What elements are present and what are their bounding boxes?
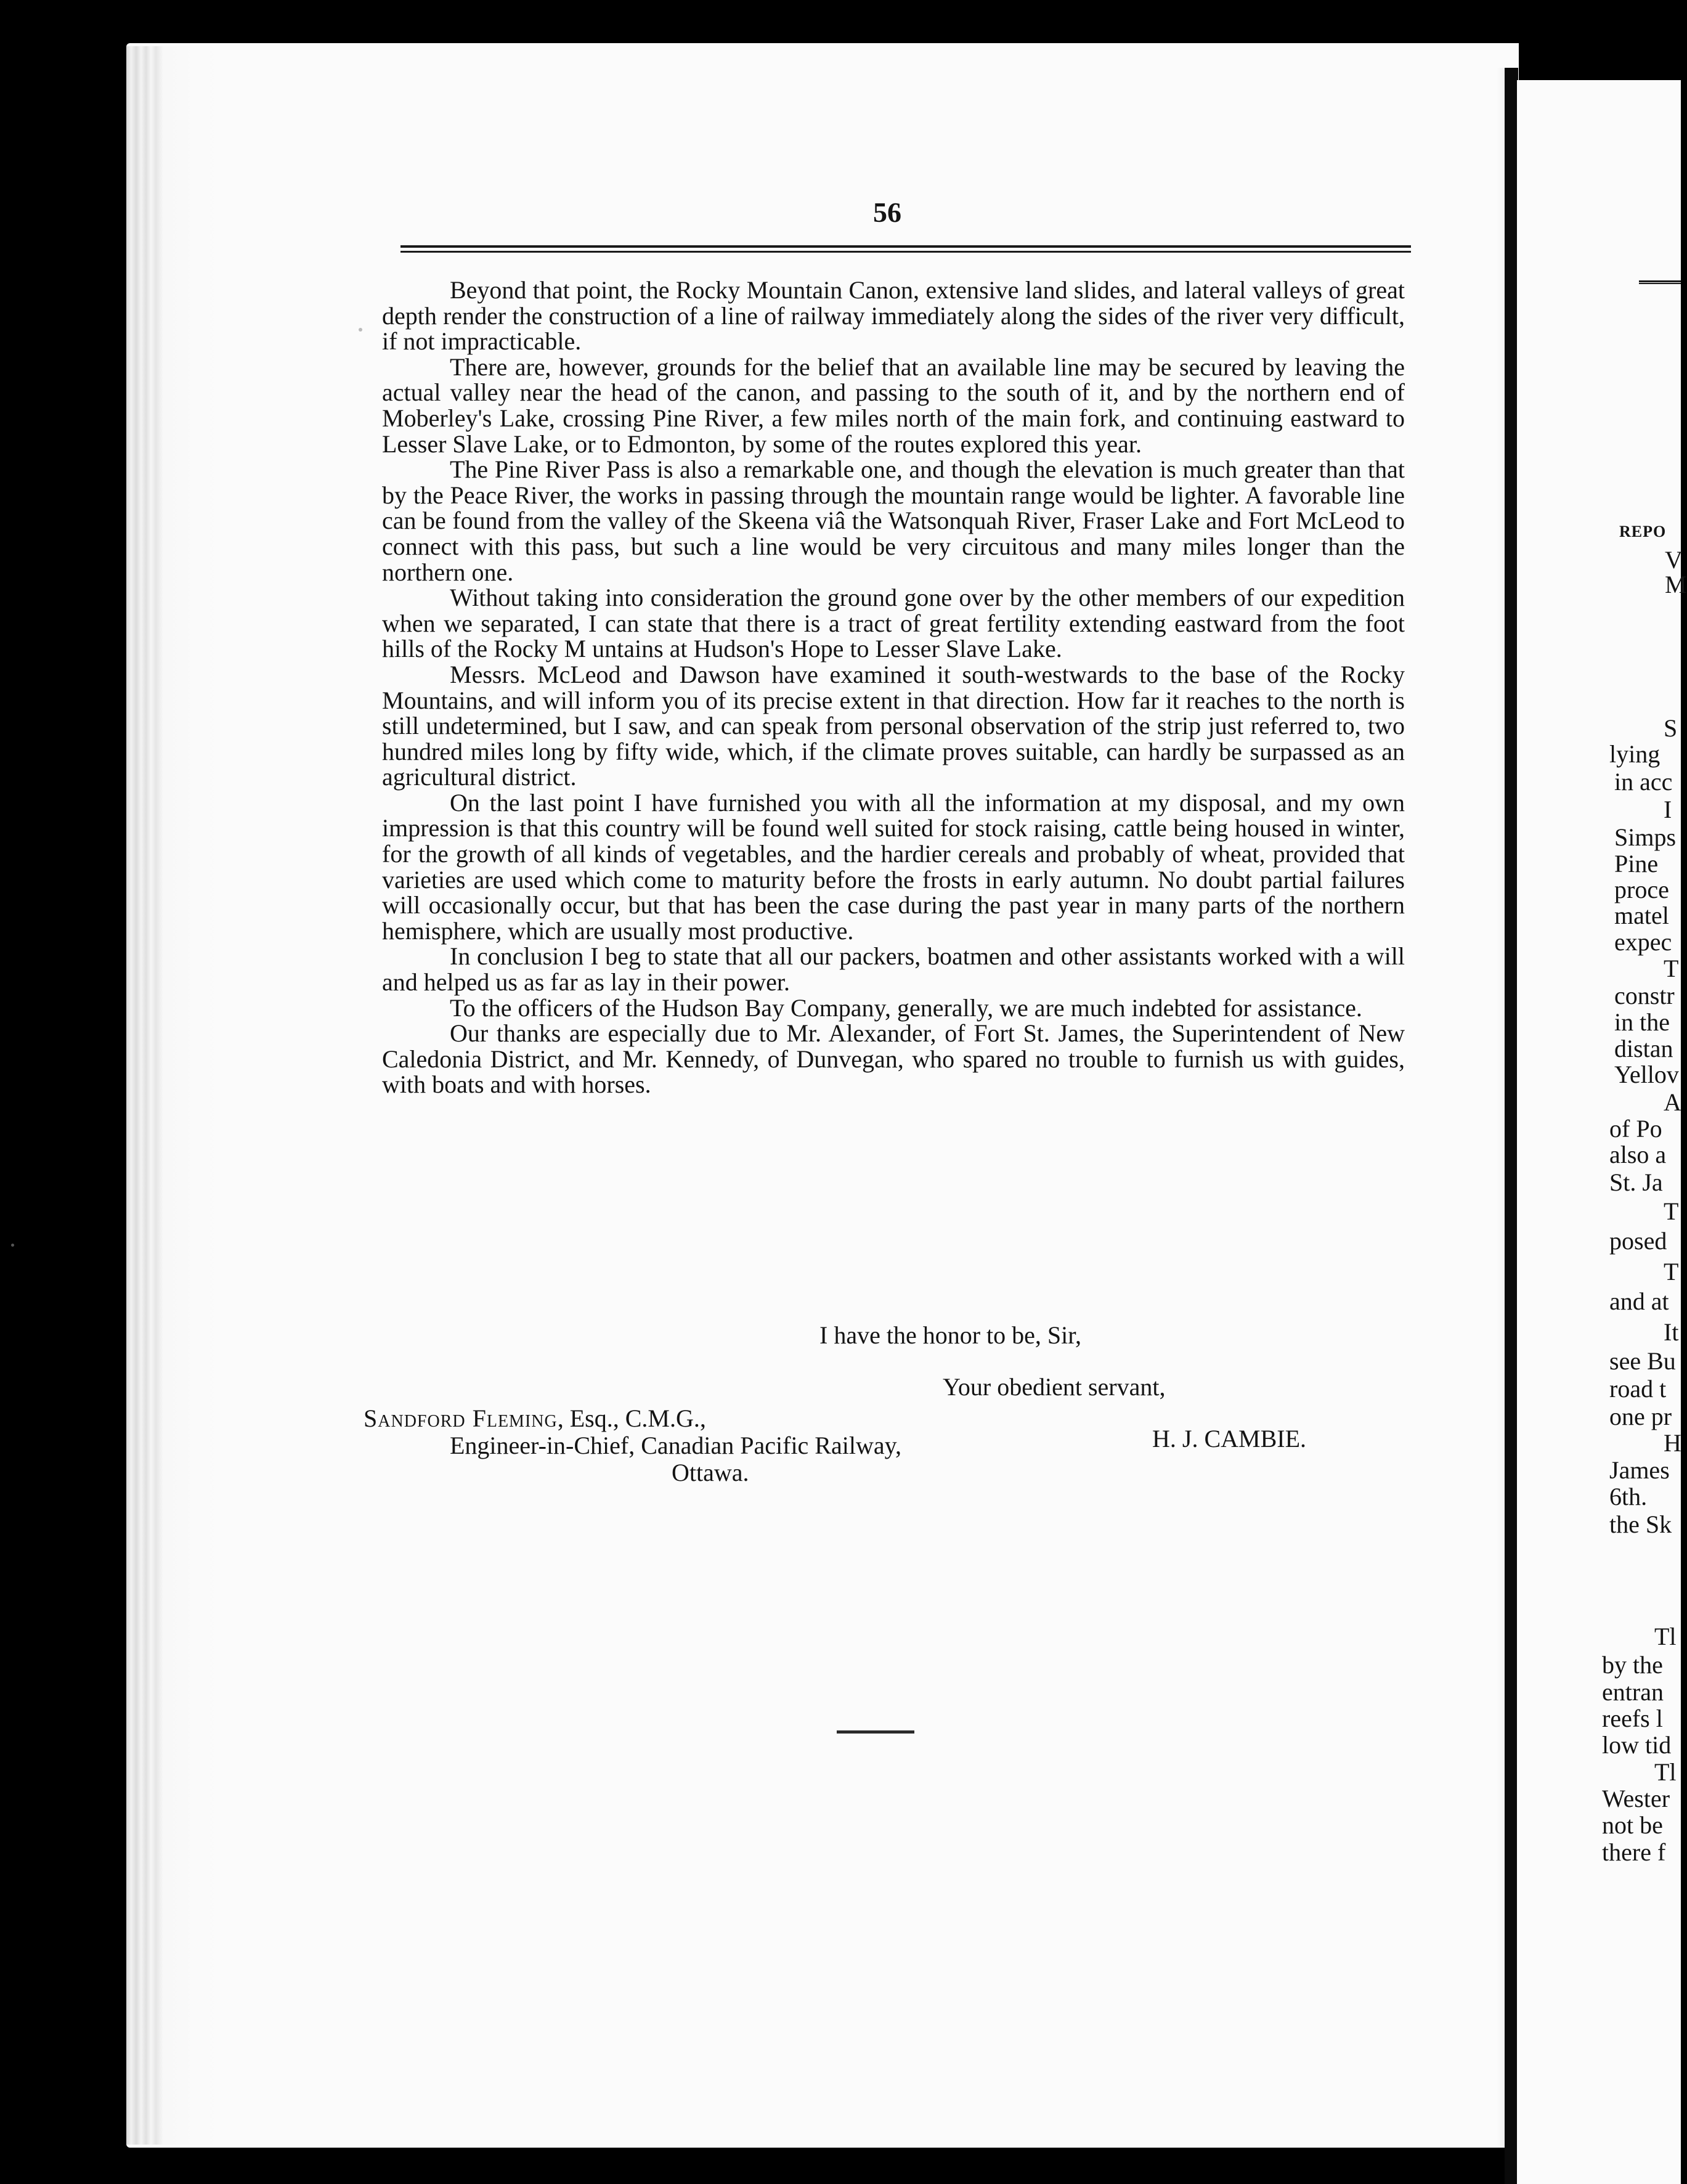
paragraph: Our thanks are especially due to Mr. Alexander, of Fort St. James, the Superintendent of New Caledonia District, and Mr. Kennedy, of Dunvegan, who spared no trouble to furnish us with guides, with boats and with horses.	[382, 1019, 1405, 1099]
right-page-fragment: of Po	[1609, 1115, 1662, 1143]
addressee-city: Ottawa.	[672, 1459, 749, 1486]
right-page-fragment: T	[1664, 955, 1679, 982]
right-page-fragment: low tid	[1602, 1731, 1672, 1759]
right-page-fragment: Yellov	[1614, 1061, 1679, 1088]
right-page-fragment: T	[1664, 1258, 1679, 1286]
right-page-fragment: Simps	[1614, 823, 1677, 851]
right-page-fragment: constr	[1614, 982, 1675, 1009]
right-page-fragment: reefs l	[1602, 1705, 1663, 1732]
paragraph: There are, however, grounds for the belief that an available line may be secured by leaving the actual valley near the head of the canon, and passing to the south of it, and by the northern end of Moberley's Lake, crossing Pine River, a few miles north of the main fork, and continuing eastward to Lesser Slave Lake, or to Edmonton, by some of the routes explored this year.	[382, 352, 1405, 458]
right-page-fragment: T	[1664, 1197, 1679, 1225]
right-page-fragment: REPO	[1619, 523, 1667, 540]
right-page-fragment: matel	[1614, 902, 1669, 929]
paragraph: On the last point I have furnished you with all the information at my disposal, and my own impression is that this country will be found well suited for stock raising, cattle being housed in winter, for the growth of all kinds of vegetables, and the hardier cereals and probably of wheat, provided that varieties are used which come to maturity before the frosts in early autumn. No doubt partial failures will occasionally occur, but that has been the case during the past year in many parts of the northern hemisphere, which are usually most productive.	[382, 788, 1405, 945]
letter-body	[382, 277, 1405, 1098]
addressee-title: Engineer-in-Chief, Canadian Pacific Railway,	[450, 1432, 902, 1459]
paragraph: To the officers of the Hudson Bay Company, generally, we are much indebted for assistance.	[450, 993, 1362, 1022]
addressee-name-line	[364, 1405, 901, 1432]
right-page-header-rule	[1639, 280, 1681, 284]
right-page-fragment: Tl	[1654, 1758, 1677, 1786]
right-page-fragment: It	[1664, 1318, 1679, 1346]
right-page-fragment: in the	[1614, 1008, 1670, 1036]
right-page-fragment: S	[1664, 714, 1678, 742]
right-page-fragment: I	[1664, 796, 1672, 823]
right-page-fragment: 6th.	[1609, 1483, 1648, 1510]
right-page-fragment: proce	[1614, 876, 1669, 903]
right-page-fragment: expec	[1614, 928, 1672, 956]
right-page-fragment: Pine	[1614, 850, 1659, 878]
right-page-fragment: entran	[1602, 1678, 1664, 1706]
signature: H. J. CAMBIE.	[1152, 1425, 1307, 1453]
book-gutter	[1505, 68, 1518, 2184]
right-page-fragment: also a	[1609, 1141, 1667, 1168]
addressee-block	[364, 1405, 901, 1486]
right-page-fragment: V	[1665, 546, 1683, 574]
paragraph: Messrs. McLeod and Dawson have examined it south-westwards to the base of the Rocky Mountains, and will inform you of its precise extent in that direction. How far it reaches to the north is still undetermined, but I saw, and can speak from personal observation of the strip just referred to, two hundred miles long by fifty wide, which, if the climate proves suitable, can hardly be surpassed as an agricultural district.	[382, 660, 1405, 791]
page-number: 56	[873, 197, 901, 228]
right-page-fragment: lying	[1609, 740, 1661, 768]
right-page-fragment: Wester	[1602, 1785, 1670, 1812]
right-page-fragment: by the	[1602, 1651, 1663, 1679]
right-page-fragment: posed	[1609, 1227, 1667, 1255]
paragraph: Beyond that point, the Rocky Mountain Canon, extensive land slides, and lateral valleys of great depth render the construction of a line of railway immediately along the sides of the river very difficult, if not impracticable.	[382, 276, 1405, 356]
right-page-fragment: road t	[1609, 1375, 1667, 1403]
right-page-fragment: St. Ja	[1609, 1168, 1663, 1196]
ink-speck	[359, 328, 362, 332]
paragraph: In conclusion I beg to state that all our packers, boatmen and other assistants worked with a will and helped us as far as lay in their power.	[382, 942, 1405, 996]
closing-salutation: I have the honor to be, Sir,	[819, 1321, 1081, 1349]
scan-speck	[11, 1244, 14, 1247]
right-page-fragment: M	[1665, 571, 1687, 598]
addressee-name: Sandford Fleming	[364, 1404, 558, 1432]
right-page-fragment: there f	[1602, 1838, 1666, 1866]
right-page-fragment: and at	[1609, 1287, 1669, 1315]
addressee-name-suffix: , Esq., C.M.G.,	[557, 1404, 706, 1432]
page-edge-stack	[126, 46, 219, 2145]
right-page-fragment: H	[1664, 1429, 1681, 1457]
right-page-fragment: one pr	[1609, 1403, 1672, 1430]
closing-valediction: Your obedient servant,	[943, 1373, 1166, 1401]
header-rule	[400, 245, 1411, 253]
end-rule	[837, 1730, 914, 1734]
right-page-fragment: in acc	[1614, 768, 1673, 796]
right-page-fragment: A	[1664, 1088, 1681, 1116]
right-page-fragment: James	[1609, 1456, 1670, 1484]
paragraph: The Pine River Pass is also a remarkable one, and though the elevation is much greater than that by the Peace River, the works in passing through the mountain range would be lighter. A favorable line can be found from the valley of the Skeena viâ the Watsonquah River, Fraser Lake and Fort McLeod to connect with this pass, but such a line would be very circuitous and many miles longer than the northern one.	[382, 455, 1405, 586]
right-page-fragment: see Bu	[1609, 1347, 1676, 1375]
right-page-fragment: distan	[1614, 1035, 1673, 1062]
right-page-fragment: not be	[1602, 1811, 1663, 1839]
right-page-fragment: the Sk	[1609, 1510, 1672, 1538]
right-page-fragment: Tl	[1654, 1623, 1677, 1650]
paragraph: Without taking into consideration the ground gone over by the other members of our expedition when we separated, I can state that there is a tract of great fertility extending eastward from the foot hills of the Rocky M untains at Hudson's Hope to Lesser Slave Lake.	[382, 584, 1405, 663]
